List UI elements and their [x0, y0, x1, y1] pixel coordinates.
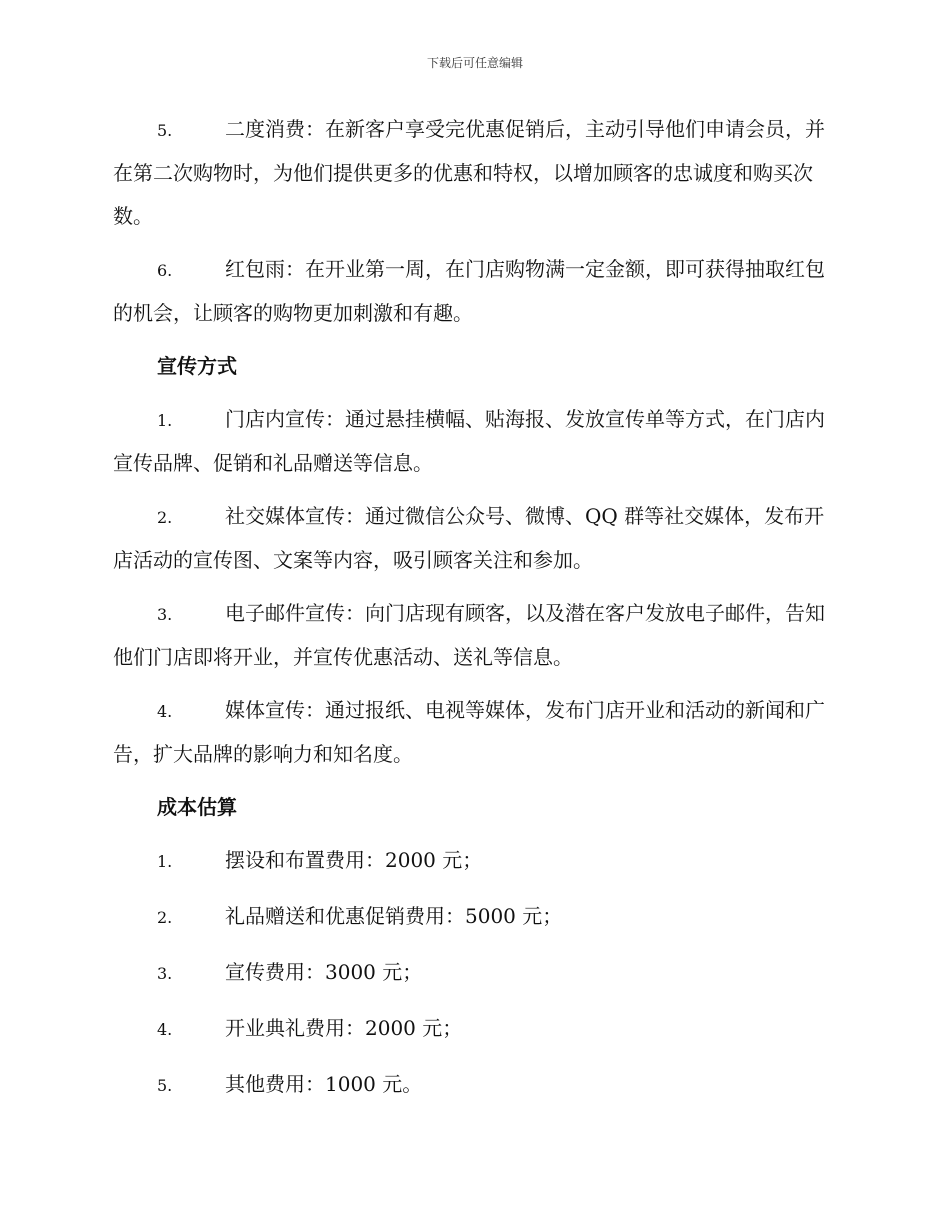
item-text: 礼品赠送和优惠促销费用：5000 元； — [225, 904, 563, 928]
item-number: 3. — [157, 605, 173, 624]
item-text: 开业典礼费用：2000 元； — [225, 1016, 463, 1040]
section-heading-cost: 成本估算 — [157, 795, 237, 819]
item-number: 5. — [157, 1076, 173, 1095]
cost-item-1 — [157, 839, 835, 883]
publicity-item-3 — [113, 592, 835, 679]
publicity-item-2 — [113, 495, 835, 582]
item-number: 2. — [157, 508, 173, 527]
cost-item-2 — [157, 895, 835, 939]
document-body — [113, 108, 835, 1119]
section-heading-publicity: 宣传方式 — [157, 354, 237, 378]
cost-item-5 — [157, 1063, 835, 1107]
promo-item-5 — [113, 108, 835, 238]
item-text: 门店内宣传：通过悬挂横幅、贴海报、发放宣传单等方式，在门店内宣传品牌、促销和礼品赠送等信息。 — [113, 407, 825, 475]
item-number: 1. — [157, 411, 173, 430]
header-note: 下载后可任意编辑 — [426, 56, 523, 70]
item-text: 摆设和布置费用：2000 元； — [225, 848, 483, 872]
item-text: 宣传费用：3000 元； — [225, 960, 423, 984]
publicity-item-4 — [113, 689, 835, 776]
item-number: 4. — [157, 1020, 173, 1039]
item-number: 6. — [157, 261, 173, 280]
item-number: 4. — [157, 702, 173, 721]
item-number: 3. — [157, 964, 173, 983]
item-text: 红包雨：在开业第一周，在门店购物满一定金额，即可获得抽取红包的机会，让顾客的购物更加刺激和有趣。 — [113, 257, 825, 325]
item-text: 媒体宣传：通过报纸、电视等媒体，发布门店开业和活动的新闻和广告，扩大品牌的影响力和知名度。 — [113, 698, 825, 766]
item-text: 二度消费：在新客户享受完优惠促销后，主动引导他们申请会员，并在第二次购物时，为他们提供更多的优惠和特权，以增加顾客的忠诚度和购买次数。 — [113, 117, 825, 228]
item-number: 2. — [157, 908, 173, 927]
item-text: 社交媒体宣传：通过微信公众号、微博、QQ 群等社交媒体，发布开店活动的宣传图、文案等内容，吸引顾客关注和参加。 — [113, 504, 825, 572]
promo-item-6 — [113, 248, 835, 335]
item-text: 其他费用：1000 元。 — [225, 1072, 423, 1096]
cost-item-3 — [157, 951, 835, 995]
item-text: 电子邮件宣传：向门店现有顾客，以及潜在客户发放电子邮件，告知他们门店即将开业，并宣传优惠活动、送礼等信息。 — [113, 601, 825, 669]
item-number: 5. — [157, 121, 173, 140]
cost-item-4 — [157, 1007, 835, 1051]
publicity-item-1 — [113, 398, 835, 485]
item-number: 1. — [157, 852, 173, 871]
